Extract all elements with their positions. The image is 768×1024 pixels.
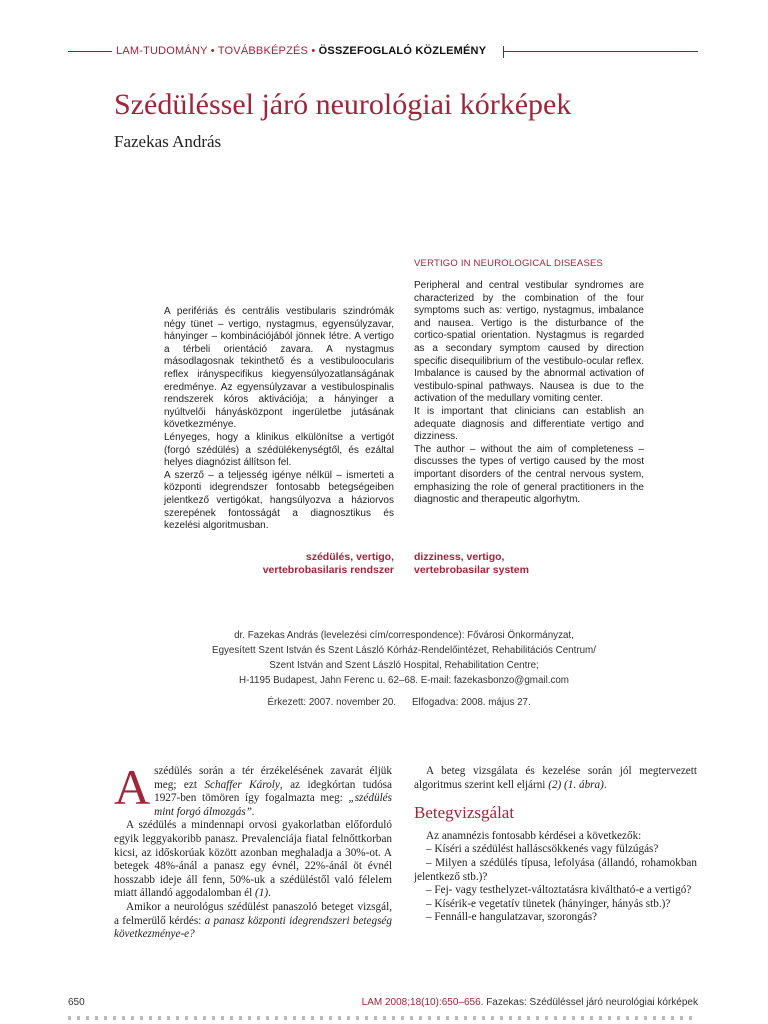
footer-reference: [362, 997, 698, 1008]
correspondence-line: dr. Fazekas András (levelezési cím/correspondence): Fővárosi Önkormányzat,: [234, 630, 574, 641]
abstract-en-paragraph: It is important that clinicians can establish an adequate diagnosis and differentiate vertigo and dizziness.: [414, 405, 644, 443]
correspondence-block: [114, 628, 694, 688]
question-item: – Fej- vagy testhelyzet-változtatásra kiváltható-e a vertigó?: [426, 884, 692, 897]
text-run: Amikor a neurológus szédülést panaszoló beteget vizsgál, a felmerülő kérdés:: [114, 900, 392, 927]
abstract-hu-paragraph: Lényeges, hogy a klinikus elkülönítse a vertigót (forgó szédülés) a szédülékenységtől, és ezáltal helyes diagnózist állítson fel.: [164, 431, 394, 469]
correspondence-line: Egyesített Szent István és Szent László Kórház-Rendelőintézet, Rehabilitációs Centrum/: [212, 645, 596, 656]
question-item: – Milyen a szédülés típusa, lefolyása (állandó, rohamokban jelentkező stb.)?: [414, 856, 697, 883]
keyword-line: vertebrobasilar system: [414, 564, 529, 576]
abstract-en-paragraph: Peripheral and central vestibular syndromes are characterized by the combination of the four symptoms such as: vertigo, nystagmus, imbalance and nausea. Vertigo is the disturbance of the cortico-spatial orientation. Nystagmus is regarded as a secondary symptom caused by direction specific disequilibrium of the vestibulo-ocular reflex. Imbalance is caused by the abnormal activation of vestibulo-spinal pathways. Nausea is due to the activation of the medullary vomiting center.: [414, 280, 644, 405]
header-tick: [503, 46, 504, 58]
keywords-english: [414, 551, 644, 577]
question-item: – Fennáll-e hangulatzavar, szorongás?: [426, 911, 598, 924]
drop-cap: A: [114, 759, 151, 815]
body-column-right: [414, 765, 697, 925]
body-column-left: [114, 759, 392, 942]
cropped-next-line: [68, 1016, 698, 1020]
citation: (1): [255, 887, 269, 900]
text-run: A szédülés a mindennapi orvosi gyakorlatban előforduló egyik leggyakoribb panasz. Prevalenciája fiatal felnőttkorban kicsi, az időskorúak között azonban meghaladja a 30%-ot. A betegek 48%-ánál a panasz egy évnél, 22%-ánál öt évnél hosszabb ideje áll fenn, 50%-uk a szédüléstől való félelem miatt állandó aggodalomban él: [114, 819, 392, 900]
question-item: – Kísérik-e vegetatív tünetek (hányinger, hányás stb.)?: [426, 897, 671, 910]
question-item: – Kíséri a szédülést halláscsökkenés vagy fülzúgás?: [426, 843, 659, 856]
text-run: , az idegkórtan tudósa 1927-ben tömören így fogalmazta meg:: [154, 778, 392, 805]
article-author: Fazekas András: [114, 132, 222, 151]
received-date: Érkezett: 2007. november 20.: [267, 697, 396, 708]
body-paragraph: [414, 765, 697, 792]
keyword-line: szédülés, vertigo,: [305, 551, 394, 563]
keyword-line: dizziness, vertigo,: [414, 551, 505, 563]
abstract-hu-paragraph: A szerző – a teljesség igénye nélkül – ismerteti a központi idegrendszer fontosabb betegségeiben jelentkező vertigókat, hangsúlyozva a háziorvos szerepének fontosságát a diagnosztikus és kezelési algoritmusban.: [164, 469, 394, 532]
journal-header: [116, 45, 486, 57]
header-bullet: •: [311, 45, 316, 57]
body-paragraph: Az anamnézis fontosabb kérdései a következők:: [426, 829, 642, 842]
body-paragraph: [114, 901, 392, 942]
quotation: „szédülés mint forgó álmozgás”.: [154, 792, 392, 818]
page-number: 650: [68, 997, 85, 1008]
correspondence-line: H-1195 Budapest, Jahn Ferenc u. 62–68. E-mail: fazekasbonzo@gmail.com: [239, 675, 569, 686]
section-heading: Betegvizsgálat: [414, 803, 515, 823]
english-abstract-title: VERTIGO IN NEUROLOGICAL DISEASES: [414, 258, 604, 269]
abstract-hungarian: [164, 306, 394, 533]
article-title: Szédüléssel járó neurológiai kórképek: [114, 88, 572, 121]
italic-question: a panasz központi idegrendszeri betegség következménye-e?: [114, 914, 392, 941]
abstract-en-paragraph: The author – without the aim of completeness – discusses the types of vertigo caused by the most important disorders of the central nervous system, emphasizing the role of general practitioners in the diagnostic and therapeutic algorhytm.: [414, 443, 644, 506]
author-reference: Schaffer Károly: [204, 778, 280, 791]
header-rule-right: [503, 51, 698, 52]
keyword-line: vertebrobasilaris rendszer: [262, 564, 394, 576]
body-paragraph: [114, 819, 392, 901]
journal-name: LAM-TUDOMÁNY: [116, 45, 208, 57]
text-run: .: [268, 887, 271, 900]
text-run: A beteg vizsgálata és kezelése során jól megtervezett algoritmus szerint kell eljárni: [414, 765, 697, 791]
keywords-hungarian: [164, 551, 394, 577]
text-run: .: [603, 778, 607, 791]
text-run: szédülés során a tér érzékelésének zavarát éljük meg; ezt: [154, 765, 392, 791]
header-bullet: •: [210, 45, 215, 57]
correspondence-line: Szent István and Szent László Hospital, Rehabilitation Centre;: [269, 660, 539, 671]
running-title: Fazekas: Szédüléssel járó neurológiai kórképek: [486, 997, 698, 1008]
header-rule-left: [68, 51, 112, 52]
citation: (2) (1. ábra): [548, 778, 604, 791]
abstract-english: [414, 280, 644, 507]
body-paragraph: [114, 759, 392, 819]
journal-citation: LAM 2008;18(10):650–656.: [361, 997, 484, 1008]
article-type: ÖSSZEFOGLALÓ KÖZLEMÉNY: [318, 45, 487, 57]
journal-section: TOVÁBBKÉPZÉS: [217, 45, 309, 57]
accepted-date: Elfogadva: 2008. május 27.: [412, 697, 531, 708]
abstract-hu-paragraph: A perifériás és centrális vestibularis szindrómák négy tünet – vertigo, nystagmus, egyensúlyzavar, hányinger – kombinációjából jönnek létre. A vertigo a térbeli orientáció zavara. A nystagmus másodlagosnak tekinthető és a vestibuloocularis reflex irányspecifikus kiegyensúlyozatlanságának eredménye. Az egyensúlyzavar a vestibulospinalis rendszerek kóros aktivációja; a hányinger a nyúltvelői hányásközpont ingerületbe jutásának következménye.: [164, 306, 394, 431]
